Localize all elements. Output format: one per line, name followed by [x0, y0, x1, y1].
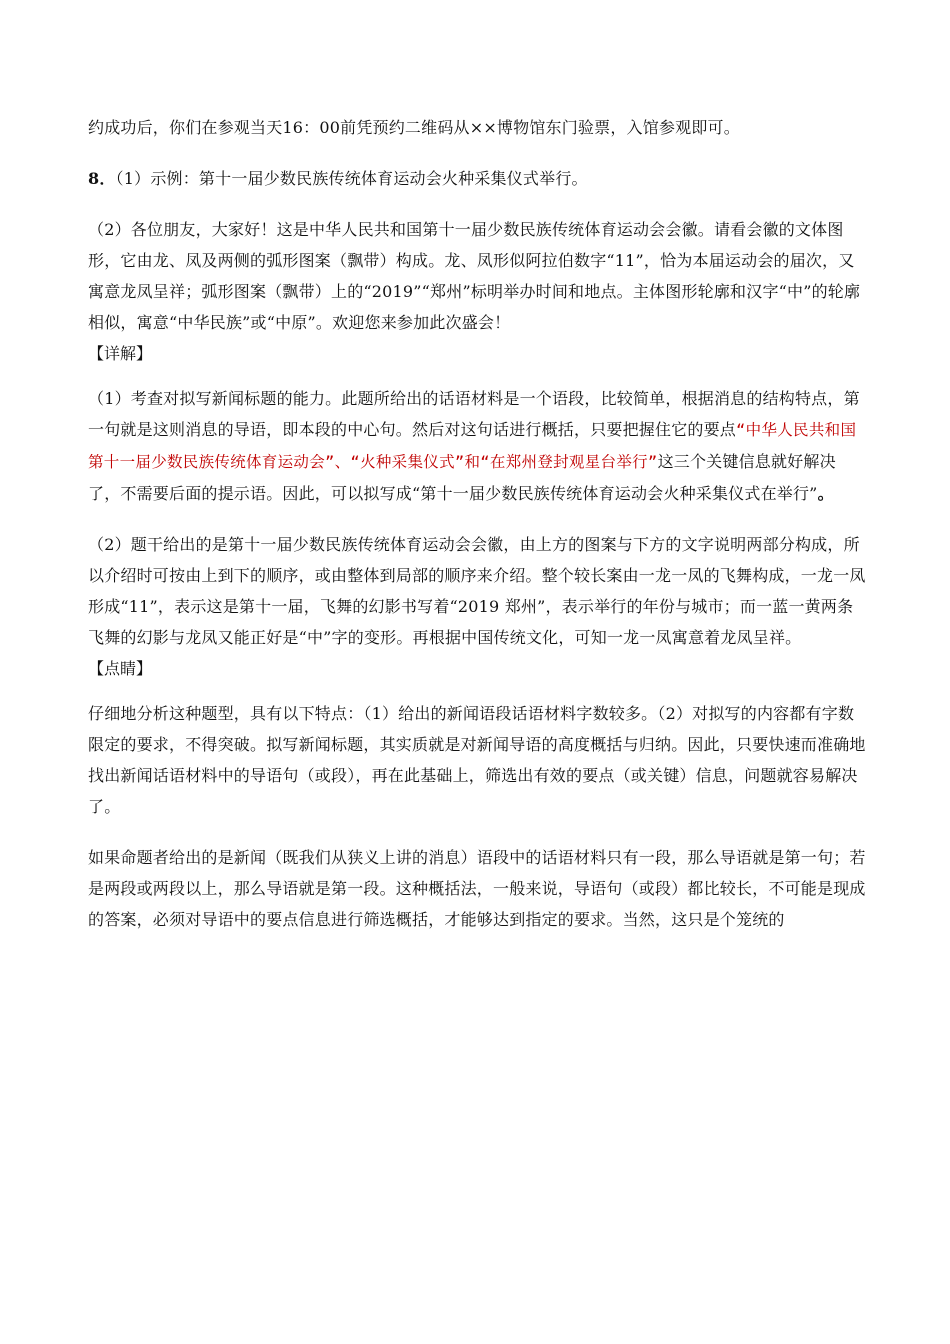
document-page [88, 112, 868, 935]
tip-paragraph-2: 如果命题者给出的是新闻（既我们从狭义上讲的消息）语段中的话语材料只有一段，那么导语就是第一句；若是两段或两段以上，那么导语就是第一段。这种概括法，一般来说，导语句（或段）都比较长，不可能是现成的答案，必须对导语中的要点信息进行筛选概括，才能够达到指定的要求。当然，这只是个笼统的 [88, 848, 866, 929]
detail-1-key-points: “中华人民共和国第十一届少数民族传统体育运动会”、“火种采集仪式”和“在郑州登封观星台举行” [88, 421, 857, 471]
paragraph-continuation: 约成功后，你们在参观当天16：00前凭预约二维码从××博物馆东门验票，入馆参观即可。 [88, 118, 740, 137]
question-8-answer-2: （2）各位朋友，大家好！这是中华人民共和国第十一届少数民族传统体育运动会会徽。请看会徽的文体图形，它由龙、凤及两侧的弧形图案（飘带）构成。龙、凤形似阿拉伯数字“11”，恰为本届运动会的届次，又寓意龙凤呈祥；弧形图案（飘带）上的“2019”“郑州”标明举办时间和地点。主体图形轮廓和汉字“中”的轮廓相似，寓意“中华民族”或“中原”。欢迎您来参加此次盛会！ [88, 220, 861, 332]
detail-heading: 【详解】 [88, 344, 153, 363]
detail-1-text-b: 这三个关键信息就好解决了，不需要后面的提示语。因此，可以拟写成“第十一届少数民族传统体育运动会火种采集仪式在举行” [88, 452, 836, 503]
detail-1-end: 。 [817, 484, 834, 503]
tip-heading: 【点睛】 [88, 659, 153, 678]
question-8-answer-1 [88, 163, 868, 194]
detail-paragraph-1 [88, 383, 868, 509]
detail-1-text-a: （1）考查对拟写新闻标题的能力。此题所给出的话语材料是一个语段，比较简单，根据消息的结构特点，第一句就是这则消息的导语，即本段的中心句。然后对这句话进行概括，只要把握住它的要点 [88, 389, 860, 439]
question-number: 8． [88, 169, 116, 188]
detail-paragraph-2: （2）题干给出的是第十一届少数民族传统体育运动会会徽，由上方的图案与下方的文字说明两部分构成，所以介绍时可按由上到下的顺序，或由整体到局部的顺序来介绍。整个较长案由一龙一凤的飞舞构成，一龙一凤形成“11”，表示这是第十一届，飞舞的幻影书写着“2019 郑州”，表示举行的年份与城市；而一蓝一黄两条飞舞的幻影与龙凤又能正好是“中”字的变形。再根据中国传统文化，可知一龙一凤寓意着龙凤呈祥。 [88, 535, 866, 647]
tip-paragraph-1: 仔细地分析这种题型，具有以下特点：（1）给出的新闻语段话语材料字数较多。（2）对拟写的内容都有字数限定的要求，不得突破。拟写新闻标题，其实质就是对新闻导语的高度概括与归纳。因此，只要快速而准确地找出新闻话语材料中的导语句（或段），再在此基础上，筛选出有效的要点（或关键）信息，问题就容易解决了。 [88, 704, 866, 816]
answer-1-text: （1）示例：第十一届少数民族传统体育运动会火种采集仪式举行。 [115, 169, 588, 188]
